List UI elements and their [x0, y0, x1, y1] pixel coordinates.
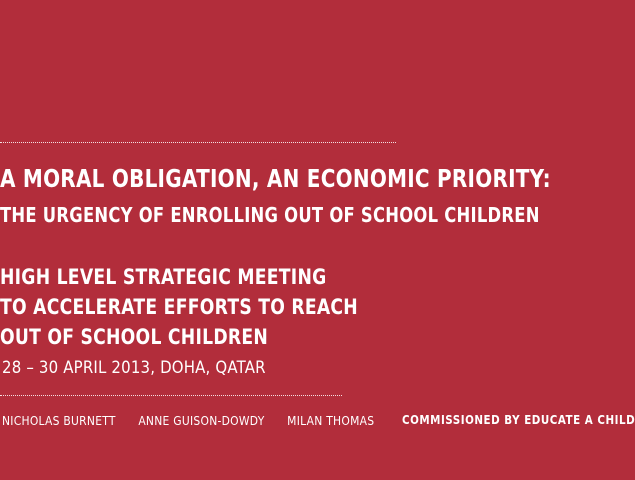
date-location: 28 – 30 APRIL 2013, DOHA, QATAR [2, 358, 266, 378]
author-name: NICHOLAS BURNETT [2, 413, 116, 428]
meeting-line: OUT OF SCHOOL CHILDREN [0, 325, 269, 349]
author-list [2, 413, 393, 428]
meeting-heading [0, 262, 358, 352]
commissioned-by: COMMISSIONED BY EDUCATE A CHILD [402, 413, 635, 427]
author-name: ANNE GUISON-DOWDY [138, 413, 265, 428]
bottom-dotted-rule [0, 395, 342, 396]
top-dotted-rule [0, 142, 396, 143]
cover-subtitle: THE URGENCY OF ENROLLING OUT OF SCHOOL CHILDREN [0, 203, 540, 227]
cover-title: A MORAL OBLIGATION, AN ECONOMIC PRIORITY: [0, 164, 551, 193]
meeting-line: HIGH LEVEL STRATEGIC MEETING [0, 265, 327, 289]
meeting-line: TO ACCELERATE EFFORTS TO REACH [0, 295, 358, 319]
author-name: MILAN THOMAS [287, 413, 375, 428]
